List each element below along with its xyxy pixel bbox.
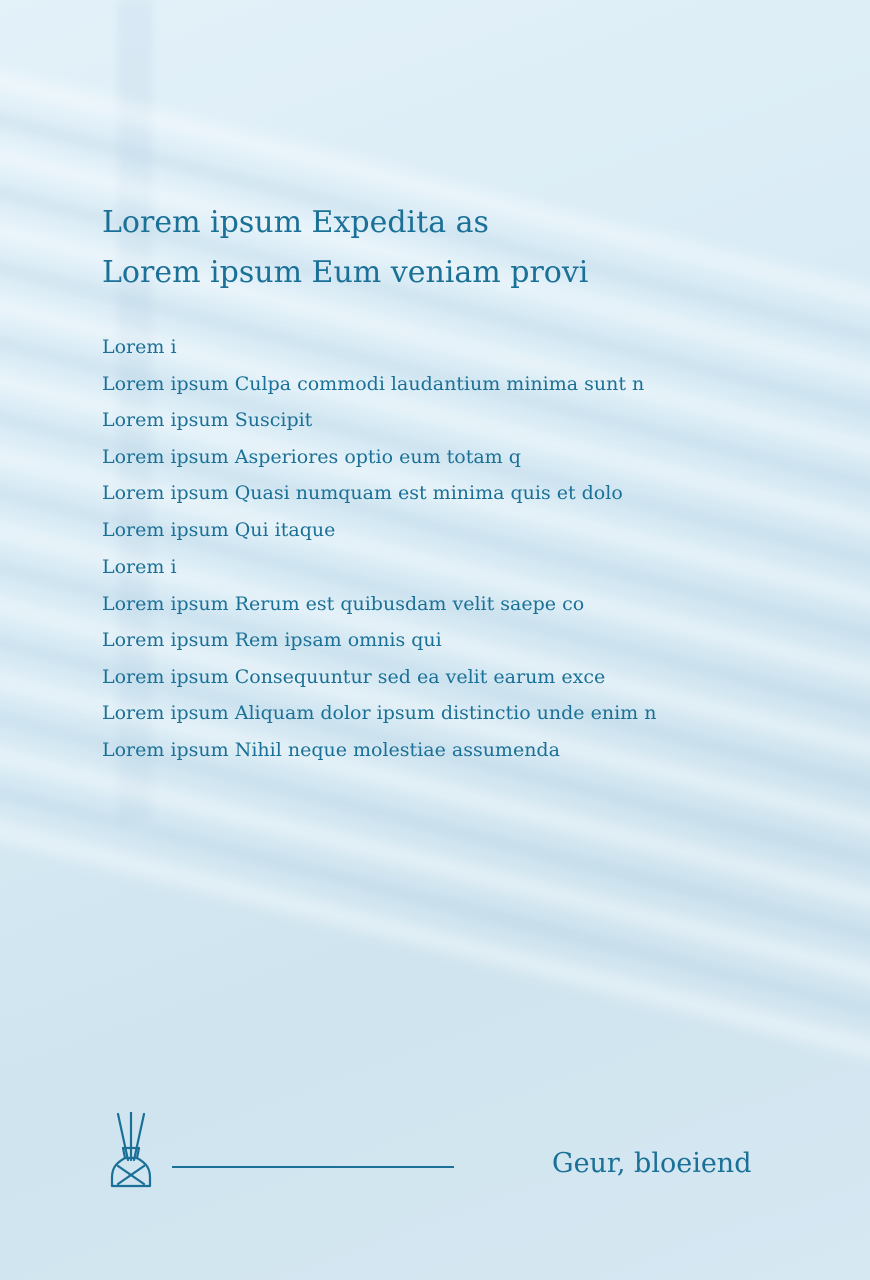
footer-divider [172, 1166, 454, 1168]
reed-diffuser-icon [106, 1112, 156, 1192]
list-item: Lorem ipsum Rem ipsam omnis qui [102, 629, 442, 651]
text-list [102, 331, 656, 770]
list-item: Lorem ipsum Culpa commodi laudantium minima sunt n [102, 372, 645, 395]
list-item: Lorem ipsum Consequuntur sed ea velit earum exce [102, 665, 606, 688]
list-item: Lorem ipsum Asperiores optio eum totam q [102, 445, 521, 468]
list-item: Lorem ipsum Nihil neque molestiae assumenda [102, 738, 560, 761]
list-item: Lorem ipsum Rerum est quibusdam velit saepe co [102, 592, 585, 615]
page-heading [102, 198, 588, 298]
list-item: Lorem i [102, 336, 177, 358]
list-item: Lorem ipsum Aliquam dolor ipsum distinctio unde enim n [102, 702, 657, 724]
list-item: Lorem ipsum Qui itaque [102, 518, 336, 541]
heading-line-1: Lorem ipsum Expedita as [102, 205, 489, 240]
list-item: Lorem ipsum Quasi numquam est minima quis et dolo [102, 482, 623, 504]
footer-label: Geur, bloeiend [552, 1148, 752, 1179]
list-item: Lorem ipsum Suscipit [102, 409, 313, 431]
list-item: Lorem i [102, 556, 177, 578]
heading-line-2: Lorem ipsum Eum veniam provi [102, 255, 589, 290]
